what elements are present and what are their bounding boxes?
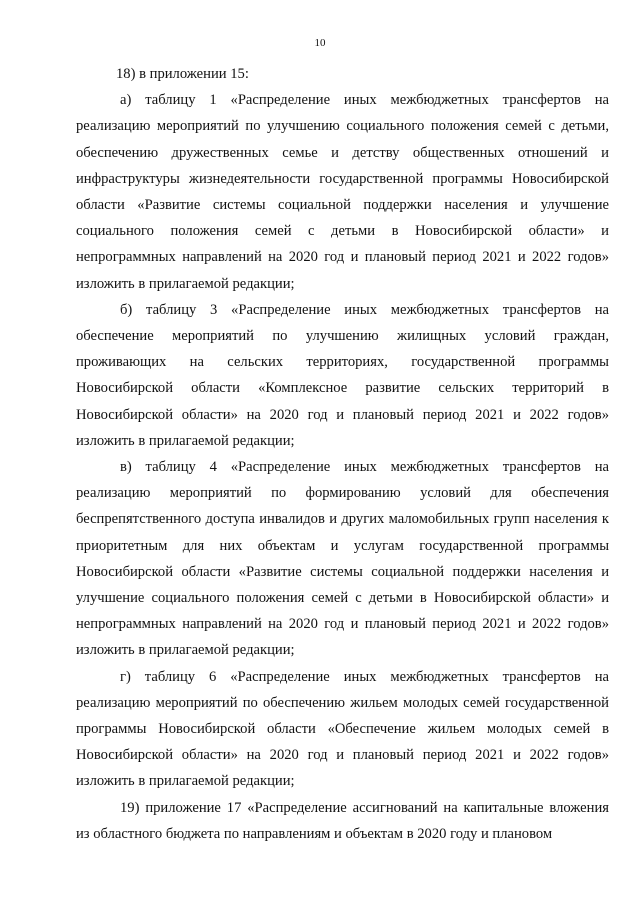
- document-body: [76, 61, 609, 847]
- item-19-paragraph: 19) приложение 17 «Распределение ассигнований на капитальные вложения из областного бюджета по направлениям и объектам в 2020 году и плановом: [76, 799, 609, 842]
- item-18v-paragraph: в) таблицу 4 «Распределение иных межбюджетных трансфертов на реализацию мероприятий по формированию условий для обеспечения беспрепятственного доступа инвалидов и других маломобильных групп населения к приоритетным для них объектам и услугам государственной программы Новосибирской области «Развитие системы социальной поддержки населения и улучшение социального положения семей с детьми в Новосибирской области» и непрограммных направлений на 2020 год и плановый период 2021 и 2022 годов» изложить в прилагаемой редакции;: [76, 459, 609, 659]
- item-18-paragraph: 18) в приложении 15:: [116, 66, 249, 82]
- item-18b-paragraph: б) таблицу 3 «Распределение иных межбюджетных трансфертов на обеспечение мероприятий по улучшению жилищных условий граждан, проживающих на сельских территориях, государственной программы Новосибирской области «Комплексное развитие сельских территорий в Новосибирской области» на 2020 год и плановый период 2021 и 2022 годов» изложить в прилагаемой редакции;: [76, 301, 609, 449]
- item-18g-paragraph: г) таблицу 6 «Распределение иных межбюджетных трансфертов на реализацию мероприятий по обеспечению жильем молодых семей государственной программы Новосибирской области «Обеспечение жильем молодых семей в Новосибирской области» на 2020 год и плановый период 2021 и 2022 годов» изложить в прилагаемой редакции;: [76, 668, 609, 790]
- page-number: 10: [314, 37, 326, 49]
- item-18a-paragraph: а) таблицу 1 «Распределение иных межбюджетных трансфертов на реализацию мероприятий по улучшению социального положения семей с детьми, обеспечению дружественных семье и детству общественных отношений и инфраструктуры жизнедеятельности государственной программы Новосибирской области «Развитие системы социальной поддержки населения и улучшение социального положения семей с детьми в Новосибирской области» и непрограммных направлений на 2020 год и плановый период 2021 и 2022 годов» изложить в прилагаемой редакции;: [76, 92, 609, 292]
